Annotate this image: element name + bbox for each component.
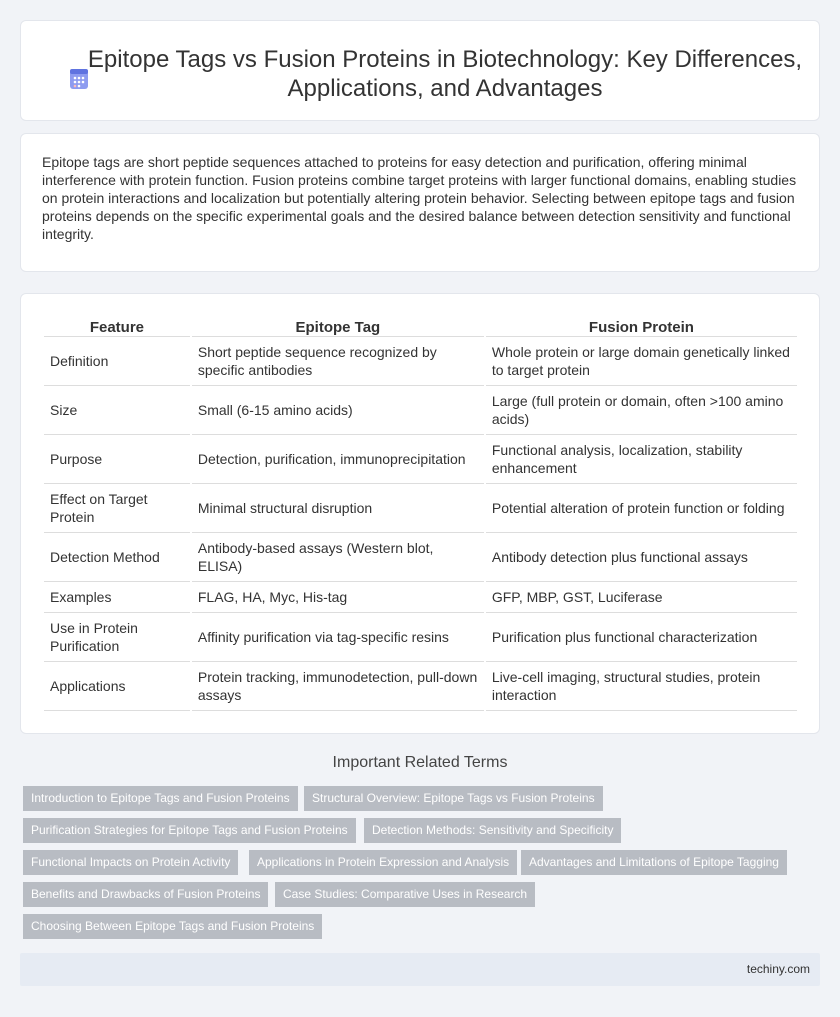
table-cell: Live-cell imaging, structural studies, protein interaction — [486, 662, 797, 711]
table-header-row — [44, 315, 797, 337]
related-term-tag[interactable]: Purification Strategies for Epitope Tags and Fusion Proteins — [23, 818, 356, 843]
table-row — [44, 435, 797, 484]
page-title: Epitope Tags vs Fusion Proteins in Biotechnology: Key Differences, Applications, and Advantages — [87, 46, 803, 102]
table-cell: Examples — [44, 582, 190, 613]
table-cell: Potential alteration of protein function or folding — [486, 484, 797, 533]
table-row — [44, 662, 797, 711]
table-cell: Antibody detection plus functional assays — [486, 533, 797, 582]
intro-paragraph: Epitope tags are short peptide sequences attached to proteins for easy detection and purification, offering minimal interference with protein function. Fusion proteins combine target proteins with larger functional domains, enabling studies on protein interactions and localization but potentially altering protein behavior. Selecting between epitope tags and fusion proteins depends on the specific experimental goals and the desired balance between detection sensitivity and functional integrity. — [42, 154, 797, 242]
related-term-tag[interactable]: Structural Overview: Epitope Tags vs Fusion Proteins — [304, 786, 603, 811]
related-terms-title: Important Related Terms — [332, 754, 508, 771]
related-term-tag[interactable]: Case Studies: Comparative Uses in Research — [275, 882, 535, 907]
table-cell: Affinity purification via tag-specific resins — [192, 613, 484, 662]
table-row — [44, 386, 797, 435]
table-row — [44, 484, 797, 533]
table-cell: Minimal structural disruption — [192, 484, 484, 533]
related-term-tag[interactable]: Advantages and Limitations of Epitope Tagging — [521, 850, 787, 875]
table-cell: Definition — [44, 337, 190, 386]
table-cell: Antibody-based assays (Western blot, ELISA) — [192, 533, 484, 582]
table-cell: Whole protein or large domain genetically linked to target protein — [486, 337, 797, 386]
table-cell: Effect on Target Protein — [44, 484, 190, 533]
table-cell: Functional analysis, localization, stability enhancement — [486, 435, 797, 484]
footer — [20, 953, 820, 986]
related-term-tag[interactable]: Detection Methods: Sensitivity and Specificity — [364, 818, 621, 843]
table-cell: GFP, MBP, GST, Luciferase — [486, 582, 797, 613]
table-cell: Size — [44, 386, 190, 435]
table-row — [44, 337, 797, 386]
related-term-tag[interactable]: Functional Impacts on Protein Activity — [23, 850, 238, 875]
table-cell: Large (full protein or domain, often >100 amino acids) — [486, 386, 797, 435]
table-row — [44, 613, 797, 662]
related-term-tag[interactable]: Applications in Protein Expression and Analysis — [249, 850, 517, 875]
table-cell: Use in Protein Purification — [44, 613, 190, 662]
title-card — [20, 20, 820, 121]
table-cell: Purification plus functional characterization — [486, 613, 797, 662]
column-header: Fusion Protein — [486, 315, 797, 337]
table-cell: Detection, purification, immunoprecipitation — [192, 435, 484, 484]
table-cell: Short peptide sequence recognized by specific antibodies — [192, 337, 484, 386]
comparison-table — [42, 315, 799, 711]
related-term-tag[interactable]: Choosing Between Epitope Tags and Fusion Proteins — [23, 914, 322, 939]
table-cell: FLAG, HA, Myc, His-tag — [192, 582, 484, 613]
table-cell: Protein tracking, immunodetection, pull-down assays — [192, 662, 484, 711]
column-header: Epitope Tag — [192, 315, 484, 337]
related-term-tag[interactable]: Benefits and Drawbacks of Fusion Proteins — [23, 882, 268, 907]
table-row — [44, 582, 797, 613]
footer-site: techiny.com — [746, 962, 810, 976]
table-cell: Applications — [44, 662, 190, 711]
table-cell: Detection Method — [44, 533, 190, 582]
table-row — [44, 533, 797, 582]
table-cell: Small (6-15 amino acids) — [192, 386, 484, 435]
comparison-table-card — [20, 293, 820, 734]
column-header: Feature — [44, 315, 190, 337]
intro-card — [20, 133, 820, 272]
related-term-tag[interactable]: Introduction to Epitope Tags and Fusion Proteins — [23, 786, 298, 811]
table-cell: Purpose — [44, 435, 190, 484]
